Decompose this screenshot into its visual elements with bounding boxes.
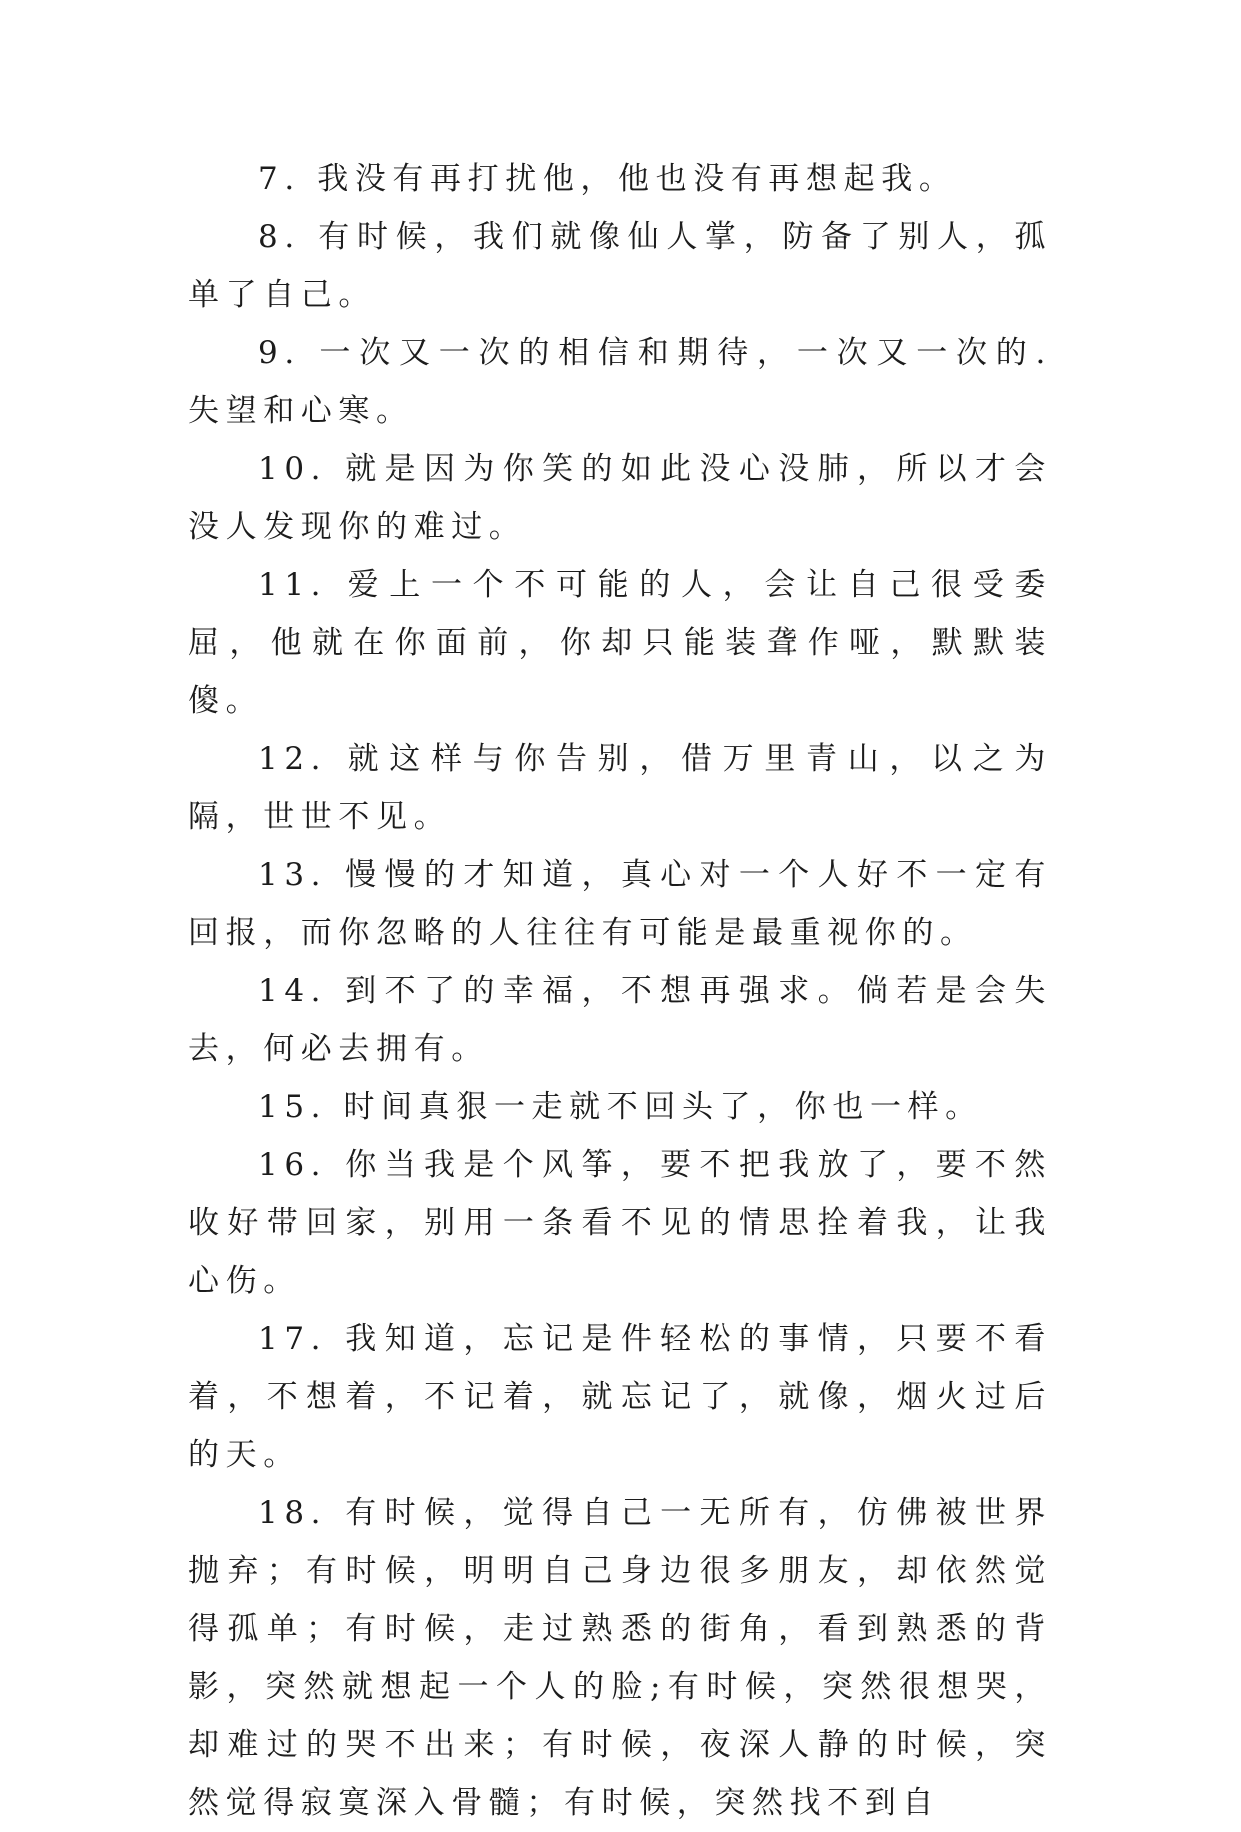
paragraph-12: 12. 就这样与你告别，借万里青山，以之为隔，世世不见。 bbox=[188, 741, 1052, 835]
paragraph-15: 15. 时间真狠一走就不回头了，你也一样。 bbox=[258, 1089, 983, 1125]
paragraph-16: 16. 你当我是个风筝，要不把我放了，要不然收好带回家，别用一条看不见的情思拴着我，让我心伤。 bbox=[188, 1147, 1052, 1299]
paragraph-13: 13. 慢慢的才知道，真心对一个人好不一定有回报，而你忽略的人往往有可能是最重视你的。 bbox=[188, 857, 1052, 951]
paragraph-11: 11. 爱上一个不可能的人，会让自己很受委屈，他就在你面前，你却只能装聋作哑，默默装傻。 bbox=[188, 567, 1052, 719]
paragraph-14: 14. 到不了的幸福，不想再强求。倘若是会失去，何必去拥有。 bbox=[188, 973, 1052, 1067]
paragraph-18: 18. 有时候，觉得自己一无所有，仿佛被世界抛弃；有时候，明明自己身边很多朋友，却依然觉得孤单；有时候，走过熟悉的街角，看到熟悉的背影，突然就想起一个人的脸;有时候，突然很想哭，却难过的哭不出来；有时候，夜深人静的时候，突然觉得寂寞深入骨髓；有时候，突然找不到自 bbox=[188, 1495, 1052, 1821]
paragraph-10: 10. 就是因为你笑的如此没心没肺，所以才会没人发现你的难过。 bbox=[188, 451, 1052, 545]
paragraph-9: 9. 一次又一次的相信和期待，一次又一次的. 失望和心寒。 bbox=[188, 335, 1052, 429]
paragraph-17: 17. 我知道，忘记是件轻松的事情，只要不看着，不想着，不记着，就忘记了，就像，烟火过后的天。 bbox=[188, 1321, 1052, 1473]
paragraph-8: 8. 有时候，我们就像仙人掌，防备了别人，孤单了自己。 bbox=[188, 219, 1052, 313]
document-body bbox=[188, 150, 1052, 1832]
paragraph-7: 7. 我没有再打扰他，他也没有再想起我。 bbox=[258, 161, 957, 197]
